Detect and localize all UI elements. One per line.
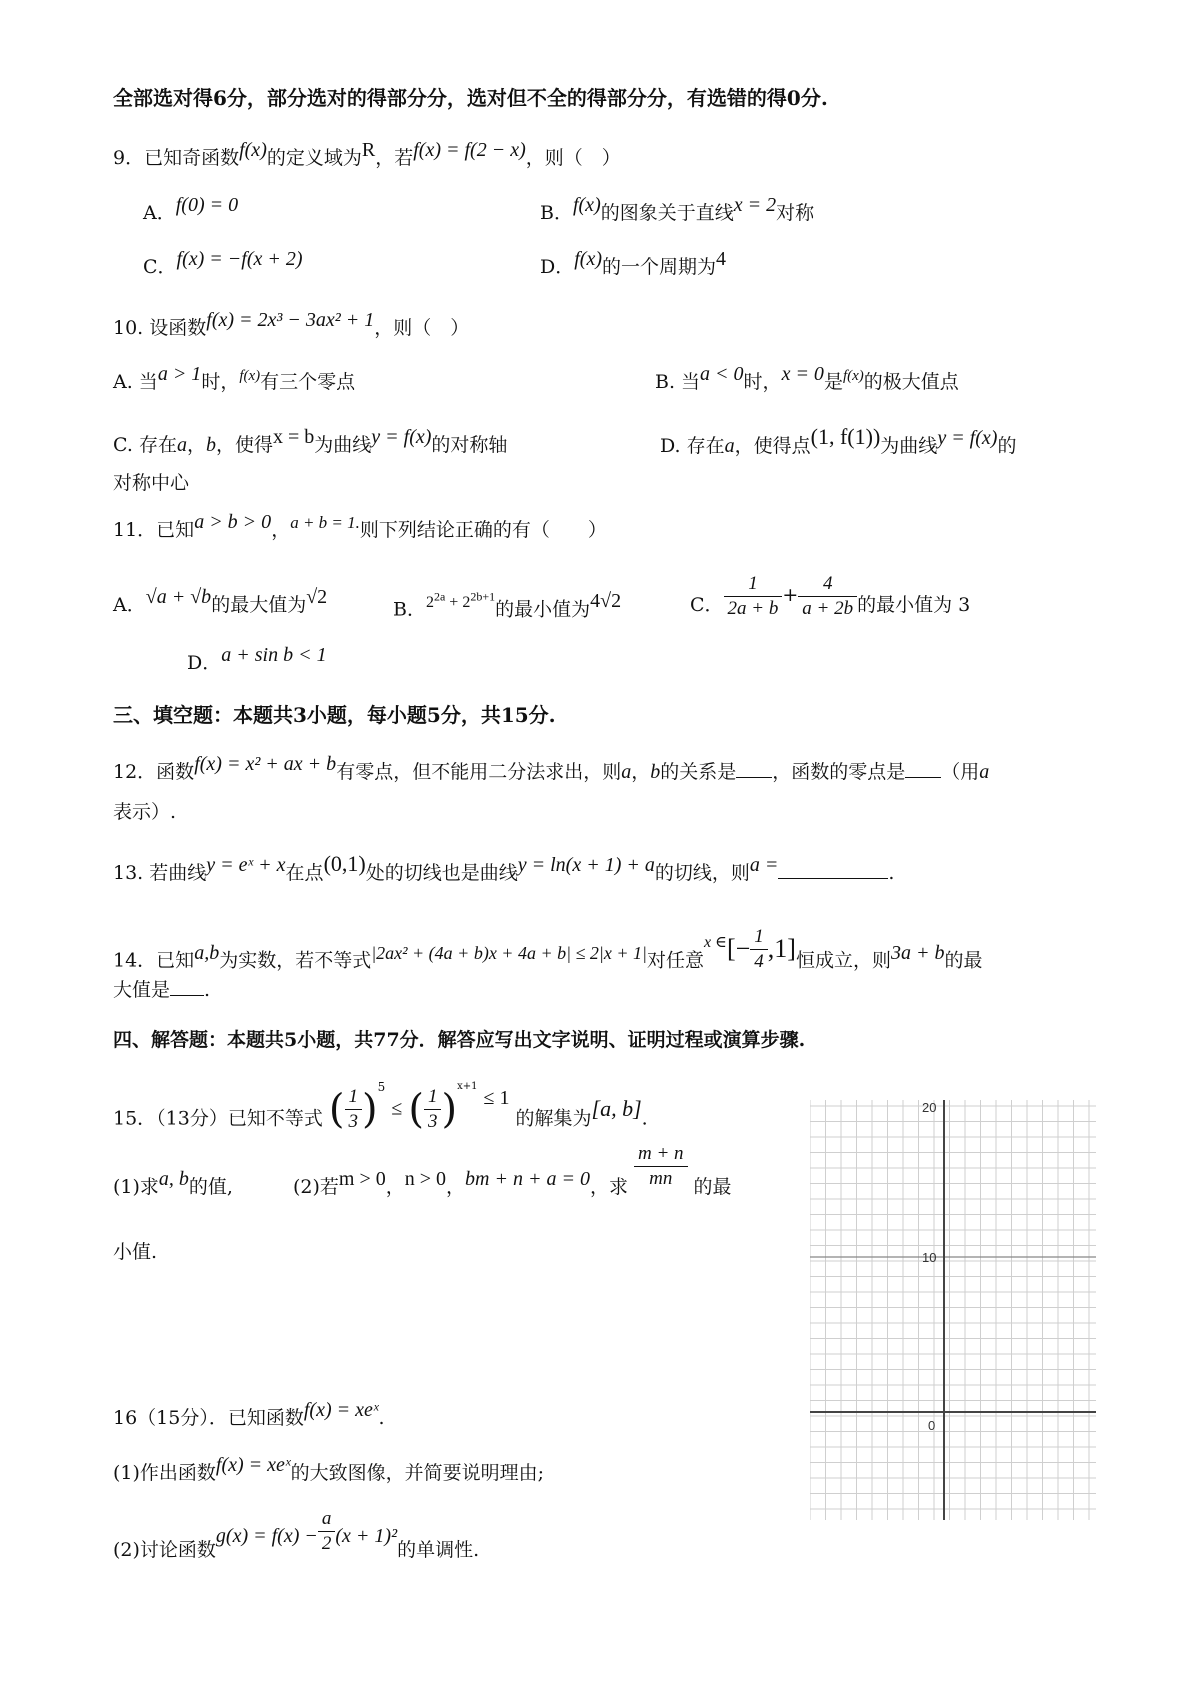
question-16-part-2: (2)讨论函数g(x) = f(x) − $\frac{a}{2}$ (x + 1)²的单调性. <box>113 1507 480 1561</box>
question-12: 12．函数f(x) = x² + ax + b有零点，但不能用二分法求出，则a，b的关系是 ，函数的零点是 （用a <box>113 753 990 783</box>
y-tick-label-0: 0 <box>928 1418 936 1433</box>
question-13: 13. 若曲线y = eˣ + x在点(0,1)处的切线也是曲线y = ln(x + 1) + a的切线，则a = . <box>113 851 895 884</box>
question-15-continued: 小值. <box>113 1241 158 1263</box>
question-11-option-a: A．√a + √b的最大值为√2 <box>113 586 328 616</box>
question-9-option-d: D．f(x)的一个周期为4 <box>540 248 727 278</box>
question-9-stem: 9．已知奇函数f(x)的定义域为R，若f(x) = f(2 − x)，则（ ） <box>113 139 621 169</box>
question-15-stem: 15．（13分）已知不等式 ( $\frac{1}{3}$ )$^5$ ≤ ( $\frac{1}{3}$ )$^{x+1}$ ≤ 1 的解集为[a, b]. <box>113 1080 648 1133</box>
question-10-option-a: A. 当a > 1时，$^{f(x)}$有三个零点 <box>113 363 356 393</box>
section-3-title: 三、填空题：本题共3小题，每小题5分，共15分. <box>113 703 556 727</box>
question-11-option-d: D．a + sin b < 1 <box>187 644 327 674</box>
answer-blank <box>778 878 888 879</box>
question-9-option-b: B．f(x)的图象关于直线x = 2对称 <box>540 194 815 224</box>
question-14-continued: 大值是 . <box>113 979 211 1001</box>
question-10-option-d: D. 存在a，使得点(1, f(1))为曲线y = f(x)的 <box>660 424 1017 457</box>
question-9-option-c: C．f(x) = −f(x + 2) <box>143 248 303 278</box>
scoring-instruction: 全部选对得6分，部分选对的得部分分，选对但不全的得部分分，有选错的得0分. <box>113 86 828 110</box>
question-16-stem: 16（15分）．已知函数f(x) = xeˣ. <box>113 1399 385 1429</box>
answer-blank <box>905 777 941 778</box>
question-10-option-b: B. 当a < 0时，x = 0是$^{f(x)}$的极大值点 <box>655 363 959 393</box>
coordinate-grid <box>810 1100 1096 1520</box>
question-15-parts: (1)求a, b的值, (2)若m > 0，n > 0，bm + n + a = 0，求 $\frac{m + n}{mn}$ 的最 <box>113 1142 732 1198</box>
question-12-continued: 表示）. <box>113 801 177 823</box>
question-9-option-a: A．f(0) = 0 <box>143 194 239 224</box>
answer-blank <box>170 995 204 996</box>
answer-blank <box>736 777 772 778</box>
y-tick-label-20: 20 <box>922 1100 937 1115</box>
question-16-part-1: (1)作出函数f(x) = xeˣ的大致图像，并简要说明理由; <box>113 1454 544 1484</box>
question-10-option-c: C. 存在a，b，使得x = b为曲线y = f(x)的对称轴 <box>113 426 508 456</box>
y-tick-label-10: 10 <box>922 1250 937 1265</box>
question-11-stem: 11．已知a > b > 0，a + b = 1.则下列结论正确的有（ ） <box>113 511 607 541</box>
question-11-option-c: C． $\frac{1}{2a + b}$ + $\frac{4}{a + 2b}$ 的最小值为 3 <box>690 572 971 619</box>
question-10-stem: 10. 设函数f(x) = 2x³ − 3ax² + 1，则（ ） <box>113 309 470 339</box>
question-11-option-b: B．$^{2^{2a} + 2^{2b+1}}$的最小值为4√2 <box>393 590 622 621</box>
question-14: 14．已知a,b为实数，若不等式|2ax² + (4a + b)x + 4a + b| ≤ 2|x + 1|对任意$^{x \in}$[− $\frac{1}{4}$ ,1]恒成立，则3a + b的最 <box>113 926 983 972</box>
question-10-option-d-continued: 对称中心 <box>113 472 190 494</box>
section-4-title: 四、解答题：本题共5小题，共77分．解答应写出文字说明、证明过程或演算步骤. <box>113 1029 806 1051</box>
grid-lines <box>810 1100 1096 1520</box>
